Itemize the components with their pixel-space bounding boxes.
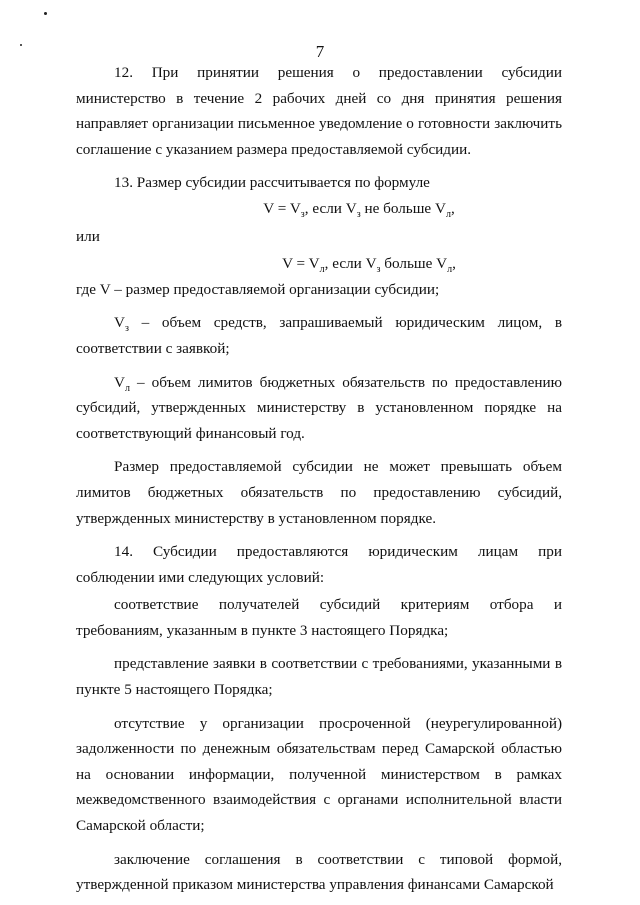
- paragraph-12: 12. При принятии решения о предоставлении субсидии министерство в течение 2 рабочих дней со дня принятия решения направляет организации письменное уведомление о готовности заключить соглашение с указанием размера предоставляемой субсидии.: [76, 64, 562, 158]
- condition-2: представление заявки в соответствии с требованиями, указанными в пункте 5 настоящего Порядка;: [76, 655, 562, 699]
- definition-v: где V – размер предоставляемой организации субсидии;: [76, 280, 440, 298]
- or-word: или: [76, 227, 100, 245]
- formula-1: $V = V_з$, если $V_з$ не больше $V_л$,: [263, 199, 455, 220]
- paragraph-limit: Размер предоставляемой субсидии не может превышать объем лимитов бюджетных обязательств по предоставлению субсидий, утвержденных министерству в установленном порядке.: [76, 458, 562, 527]
- definition-vz: $V_з$ – объем средств, запрашиваемый юридическим лицом, в соответствии с заявкой;: [76, 314, 562, 357]
- document-body: [76, 60, 562, 898]
- scan-speck: [44, 12, 47, 15]
- formula-2: $V = V_л$, если $V_з$ больше $V_л$,: [282, 255, 456, 276]
- condition-1: соответствие получателей субсидий критериям отбора и требованиям, указанным в пункте 3 настоящего Порядка;: [76, 596, 562, 639]
- paragraph-13: 13. Размер субсидии рассчитывается по формуле: [114, 174, 430, 192]
- condition-3: отсутствие у организации просроченной (неурегулированной) задолженности по денежным обязательствам перед Самарской областью на основании информации, полученной министерством в рамках межведомственного взаимодействия с органами исполнительной власти Самарской области;: [76, 714, 562, 835]
- paragraph-14: 14. Субсидии предоставляются юридическим лицам при соблюдении ими следующих условий:: [76, 543, 562, 586]
- page-number: 7: [315, 42, 325, 61]
- condition-4: заключение соглашения в соответствии с типовой формой, утвержденной приказом министерства управления финансами Самарской: [76, 850, 562, 894]
- definition-vl: $V_л$ – объем лимитов бюджетных обязательств по предоставлению субсидий, утвержденных министерству в установленном порядке на соответствующий финансовый год.: [76, 373, 562, 442]
